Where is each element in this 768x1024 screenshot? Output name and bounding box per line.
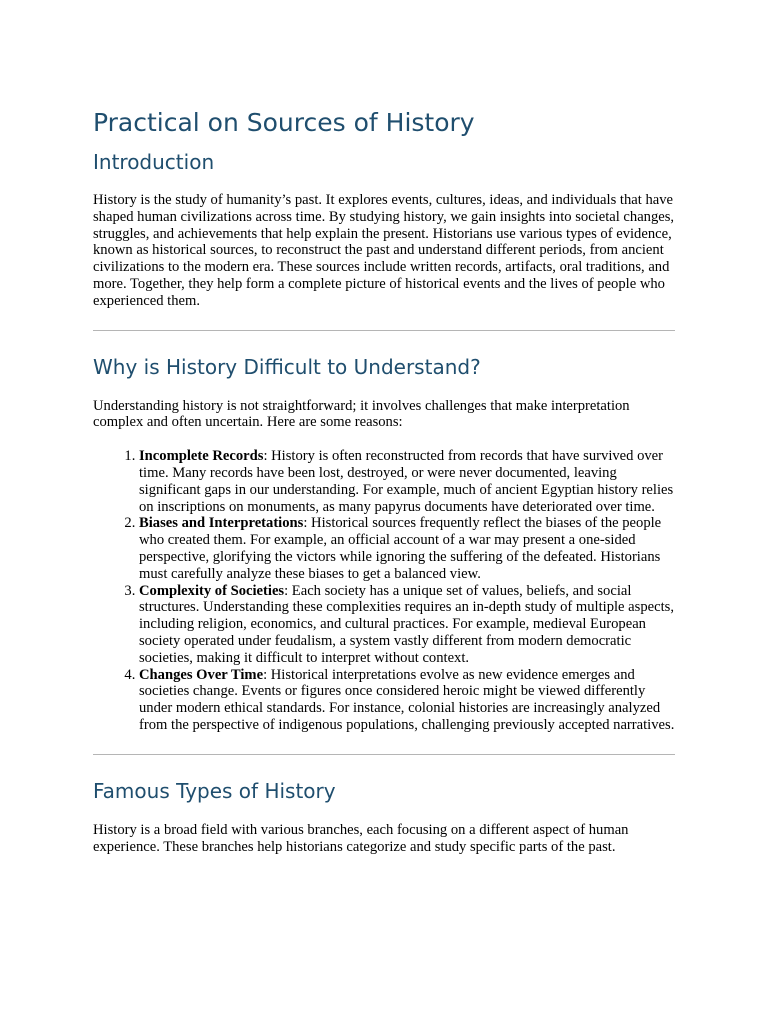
section-divider — [93, 330, 675, 331]
list-item-term: Complexity of Societies — [139, 582, 285, 599]
list-item — [139, 667, 675, 734]
heading-introduction: Introduction — [93, 150, 215, 174]
list-item — [139, 448, 675, 515]
list-item — [139, 583, 675, 667]
section-divider — [93, 754, 675, 755]
document-page — [93, 108, 675, 855]
list-item — [139, 515, 675, 582]
list-item-text: : Historical sources frequently reflect the biases of the people who created them. For example, an official account of a war may present a one-sided perspective, glorifying the victors while ignoring the suffering of the defeated. Historians must carefully analyze these biases to get a balanced view. — [139, 515, 662, 582]
heading-why-difficult: Why is History Difficult to Understand? — [93, 354, 481, 379]
famous-types-paragraph: History is a broad field with various branches, each focusing on a different aspect of human experience. These branches help historians categorize and study specific parts of the past. — [93, 821, 629, 855]
list-item-term: Biases and Interpretations — [139, 515, 304, 532]
why-difficult-paragraph: Understanding history is not straightforward; it involves challenges that make interpretation complex and often uncertain. Here are some reasons: — [93, 397, 630, 431]
introduction-paragraph: History is the study of humanity’s past. It explores events, cultures, ideas, and individuals that have shaped human civilizations across time. By studying history, we gain insights into societal changes, struggles, and achievements that help explain the present. Historians use various types of evidence, known as historical sources, to reconstruct the past and understand different periods, from ancient civilizations to the modern era. These sources include written records, artifacts, oral traditions, and more. Together, they help form a complete picture of historical events and the lives of people who experienced them. — [93, 192, 675, 309]
reasons-list — [93, 448, 675, 734]
list-item-text: : Historical interpretations evolve as new evidence emerges and societies change. Events or figures once considered heroic might be viewed differently under modern ethical standards. For instance, colonial histories are increasingly analyzed from the perspective of indigenous populations, challenging previously accepted narratives. — [139, 666, 675, 733]
list-item-text: : Each society has a unique set of values, beliefs, and social structures. Understanding these complexities requires an in-depth study of multiple aspects, including religion, economics, and cultural practices. For example, medieval European society operated under feudalism, a system vastly different from modern democratic societies, making it difficult to interpret without context. — [139, 582, 674, 666]
document-title: Practical on Sources of History — [93, 108, 475, 137]
list-item-text: : History is often reconstructed from records that have survived over time. Many records have been lost, destroyed, or were never documented, leaving significant gaps in our understanding. For example, much of ancient Egyptian history relies on inscriptions on monuments, as many papyrus documents have deteriorated over time. — [139, 448, 674, 515]
heading-famous-types: Famous Types of History — [93, 778, 336, 803]
list-item-term: Incomplete Records — [139, 448, 264, 465]
list-item-term: Changes Over Time — [139, 666, 264, 683]
